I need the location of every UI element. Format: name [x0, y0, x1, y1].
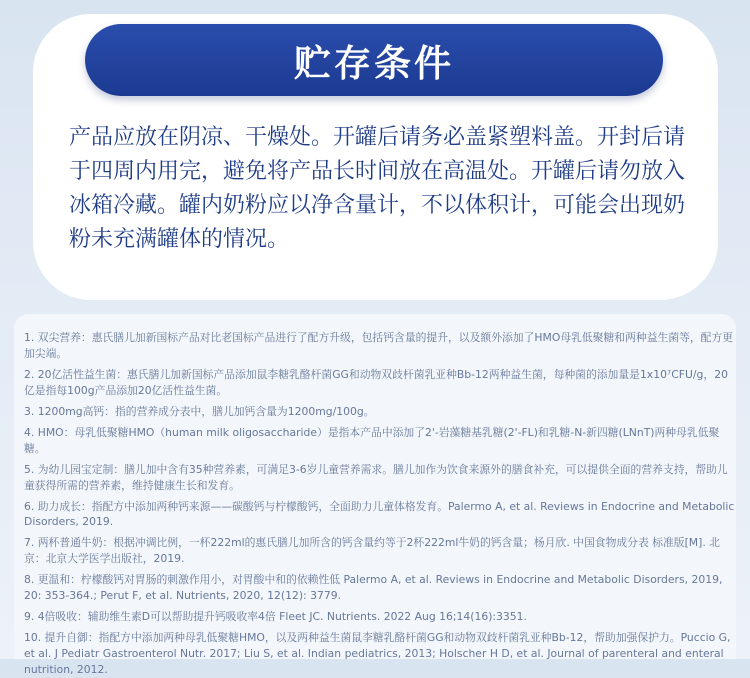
- footnote-item: 2. 20亿活性益生菌：惠氏膳儿加新国标产品添加鼠李糖乳酪杆菌GG和动物双歧杆菌乳亚种Bb-12两种益生菌，每种菌的添加量是1x10⁷CFU/g，20亿是指每100g产品添加20亿活性益生菌。: [24, 367, 728, 397]
- footnotes-list: [24, 330, 736, 678]
- storage-title-banner: [85, 24, 663, 96]
- footnote-item: 8. 更温和：柠檬酸钙对胃肠的刺激作用小，对胃酸中和的依赖性低 Palermo A, et al. Reviews in Endocrine and Metabolic Disorders, 2019, 20: 353-364.; Perut F, et al. Nutrients, 2020, 12(12): 3779.: [24, 573, 723, 603]
- footnote-item: 1. 双尖营养：惠氏膳儿加新国标产品对比老国标产品进行了配方升级，包括钙含量的提升，以及额外添加了HMO母乳低聚糖和两种益生菌等，配方更加尖端。: [24, 331, 734, 360]
- footnote-item: 4. HMO：母乳低聚糖HMO（human milk oligosaccharide）是指本产品中添加了2'-岩藻糖基乳糖(2'-FL)和乳糖-N-新四糖(LNnT)两种母乳低聚糖。: [24, 425, 720, 455]
- storage-instructions: 产品应放在阴凉、干燥处。开罐后请务必盖紧塑料盖。开封后请于四周内用完，避免将产品长时间放在高温处。开罐后请勿放入冰箱冷藏。罐内奶粉应以净含量计，不以体积计，可能会出现奶粉未充满罐体的情况。: [69, 125, 686, 252]
- footnote-item: 7. 两杯普通牛奶：根据冲调比例，一杯222ml的惠氏膳儿加所含的钙含量约等于2杯222ml牛奶的钙含量；杨月欣. 中国食物成分表 标准版[M]. 北京：北京大学医学出版社，2019.: [24, 536, 720, 566]
- footnote-item: 5. 为幼儿园宝定制：膳儿加中含有35种营养素，可满足3-6岁儿童营养需求。膳儿加作为饮食来源外的膳食补充，可以提供全面的营养支持，帮助儿童获得所需的营养素，维持健康生长和发育。: [24, 462, 728, 492]
- footnote-item: 6. 助力成长：指配方中添加两种钙来源——碳酸钙与柠檬酸钙，全面助力儿童体格发育。Palermo A, et al. Reviews in Endocrine and Metabolic Disorders, 2019.: [24, 499, 735, 529]
- storage-title: 贮存条件: [294, 42, 454, 85]
- footnote-item: 9. 4倍吸收：辅助维生素D可以帮助提升钙吸收率4倍 Fleet JC. Nutrients. 2022 Aug 16;14(16):3351.: [24, 610, 527, 624]
- footnote-item: 10. 提升自御：指配方中添加两种母乳低聚糖HMO，以及两种益生菌鼠李糖乳酪杆菌GG和动物双歧杆菌乳亚种Bb-12，帮助加强保护力。Puccio G, et al. J Pediatr Gastroenterol Nutr. 2017; Liu S, et al. Indian pediatrics, 2013; Holscher H D, et al. Journal of parenteral and enteral nutrition, 2012.: [24, 631, 731, 676]
- footnote-item: 3. 1200mg高钙：指的营养成分表中，膳儿加钙含量为1200mg/100g。: [24, 404, 375, 418]
